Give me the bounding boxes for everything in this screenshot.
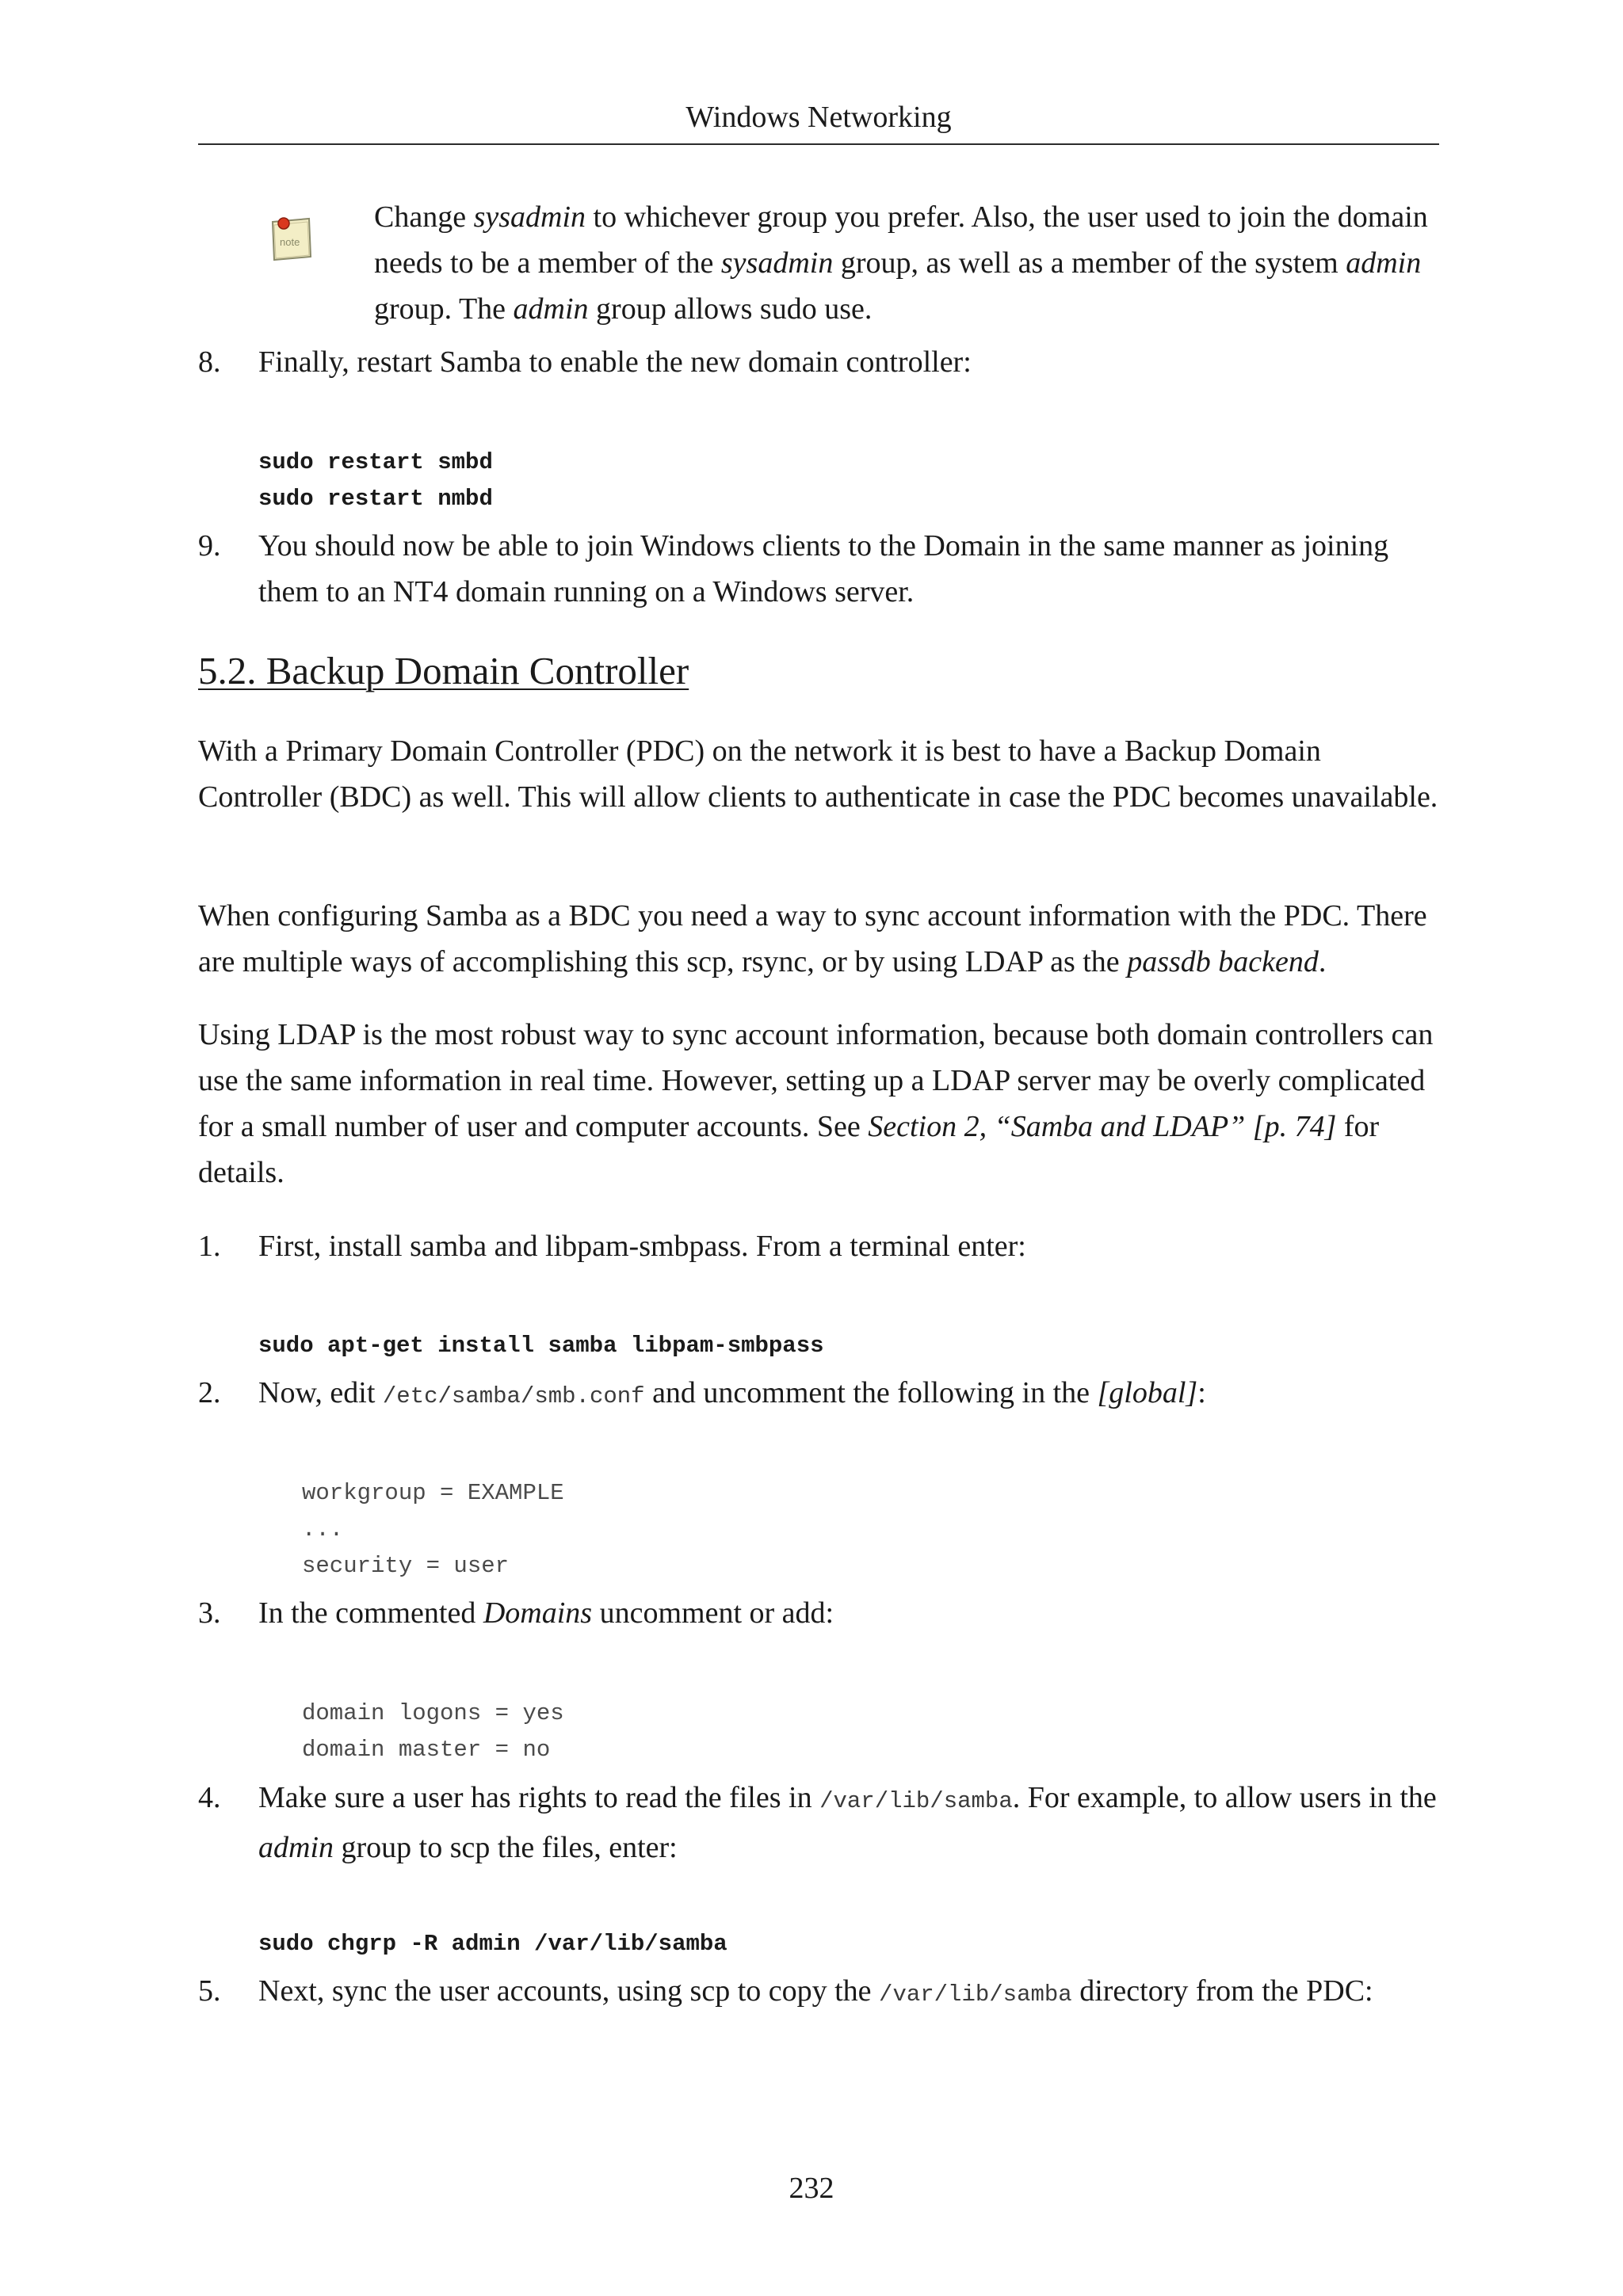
header-rule xyxy=(198,143,1439,145)
note-text xyxy=(374,194,1439,332)
code-line: sudo apt-get install samba libpam-smbpass xyxy=(258,1333,824,1359)
page-number: 232 xyxy=(789,2172,834,2205)
list-number: 1. xyxy=(198,1230,221,1263)
code-line: sudo restart smbd xyxy=(258,449,493,475)
list-text-part: directory from the PDC: xyxy=(1071,1974,1373,2008)
note-text-part: Change xyxy=(374,200,474,234)
file-path: /var/lib/samba xyxy=(819,1788,1013,1814)
list-text-part: In the commented xyxy=(258,1596,483,1630)
list-text-part: group to scp the files, enter: xyxy=(334,1831,678,1864)
list-text-part: . For example, to allow users in the xyxy=(1012,1781,1437,1814)
note-icon xyxy=(269,214,314,263)
note-text-part: group allows sudo use. xyxy=(588,292,873,326)
list-text-part: uncomment or add: xyxy=(592,1596,834,1630)
running-header: Windows Networking xyxy=(685,101,952,134)
list-text xyxy=(258,1968,1439,2018)
note-text-part: group, as well as a member of the system xyxy=(833,246,1346,280)
list-text-part: Now, edit xyxy=(258,1376,383,1409)
svg-text:note: note xyxy=(280,236,300,248)
paragraph xyxy=(198,893,1439,985)
list-number: 9. xyxy=(198,529,221,563)
note-emphasis: sysadmin xyxy=(473,200,586,234)
list-emphasis: [global] xyxy=(1097,1376,1198,1409)
file-path: /var/lib/samba xyxy=(879,1981,1072,2008)
paragraph-emphasis: passdb backend xyxy=(1127,945,1319,978)
cross-reference-link[interactable]: Section 2, “Samba and LDAP” [p. 74] xyxy=(868,1110,1337,1143)
list-text-part: Next, sync the user accounts, using scp to copy the xyxy=(258,1974,880,2008)
note-emphasis: admin xyxy=(513,292,589,326)
list-text: Finally, restart Samba to enable the new domain controller: xyxy=(258,345,972,379)
code-line: domain master = no xyxy=(302,1737,551,1763)
list-number: 4. xyxy=(198,1781,221,1814)
note-text-part: group. The xyxy=(374,292,514,326)
paragraph: With a Primary Domain Controller (PDC) on the network it is best to have a Backup Domain Controller (BDC) as well. This will allow clients to authenticate in case the PDC becomes unavailable. xyxy=(198,734,1438,814)
code-line: workgroup = EXAMPLE xyxy=(302,1480,564,1506)
paragraph-text: Using LDAP is the most robust way to sync account information, because both domain controllers can use the same information in real time. However, setting up a LDAP server may be overly complicated for a small number of user and computer accounts. See xyxy=(198,1018,1434,1143)
list-text xyxy=(258,1590,1439,1636)
list-number: 8. xyxy=(198,345,221,379)
list-text xyxy=(258,1370,1439,1420)
code-line: sudo restart nmbd xyxy=(258,486,493,512)
paragraph-text: . xyxy=(1318,945,1327,978)
note-emphasis: sysadmin xyxy=(720,246,834,280)
code-line: sudo chgrp -R admin /var/lib/samba xyxy=(258,1931,727,1957)
code-line: security = user xyxy=(302,1553,510,1579)
paragraph-text: for details. xyxy=(198,1110,1380,1189)
list-number: 5. xyxy=(198,1974,221,2008)
list-text: First, install samba and libpam-smbpass. From a terminal enter: xyxy=(258,1230,1026,1263)
list-number: 3. xyxy=(198,1596,221,1630)
code-line: domain logons = yes xyxy=(302,1700,564,1726)
code-line: ... xyxy=(302,1516,344,1543)
list-number: 2. xyxy=(198,1376,221,1409)
note-emphasis: admin xyxy=(1346,246,1422,280)
file-path: /etc/samba/smb.conf xyxy=(382,1383,645,1409)
list-text xyxy=(258,1775,1439,1871)
list-text-part: Make sure a user has rights to read the files in xyxy=(258,1781,820,1814)
list-emphasis: admin xyxy=(258,1831,334,1864)
note-text-part: to whichever group you prefer. Also, the user used to join the domain needs to be a member of the xyxy=(374,200,1428,280)
paragraph-text: When configuring Samba as a BDC you need a way to sync account information with the PDC. There are multiple ways of accomplishing this scp, rsync, or by using LDAP as the xyxy=(198,899,1427,978)
list-text-part: : xyxy=(1197,1376,1206,1409)
section-title: 5.2. Backup Domain Controller xyxy=(198,649,689,692)
list-text: You should now be able to join Windows clients to the Domain in the same manner as joining them to an NT4 domain running on a Windows server. xyxy=(258,529,1389,608)
list-text-part: and uncomment the following in the xyxy=(644,1376,1098,1409)
list-emphasis: Domains xyxy=(483,1596,593,1630)
paragraph xyxy=(198,1012,1439,1196)
